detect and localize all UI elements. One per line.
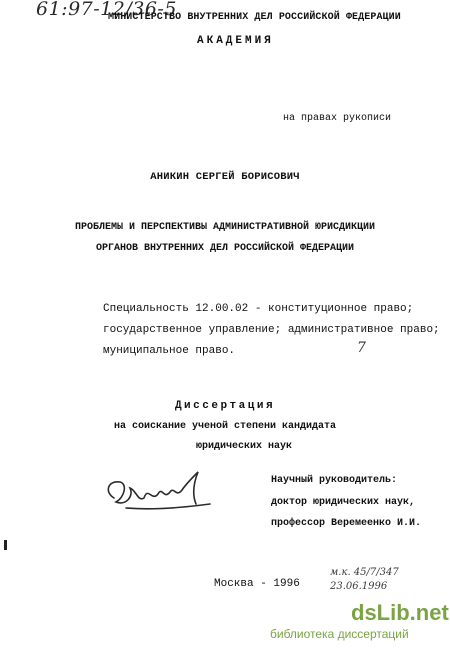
city-and-year: Москва - 1996 bbox=[214, 578, 300, 590]
ministry-header: МИНИСТЕРСТВО ВНУТРЕННИХ ДЕЛ РОССИЙСКОЙ ФЕДЕРАЦИИ bbox=[108, 12, 401, 23]
manuscript-note: на правах рукописи bbox=[283, 113, 392, 124]
handwritten-signature bbox=[100, 468, 220, 518]
margin-mark bbox=[4, 540, 7, 550]
thesis-title-line-2: ОРГАНОВ ВНУТРЕННИХ ДЕЛ РОССИЙСКОЙ ФЕДЕРАЦИИ bbox=[95, 243, 355, 254]
library-stamp-line-2: 23.06.1996 bbox=[330, 581, 388, 592]
dissertation-heading: Диссертация bbox=[174, 400, 276, 412]
library-stamp-line-1: м.к. 45/7/347 bbox=[330, 567, 399, 578]
watermark-logo: dsLib.net bbox=[351, 600, 449, 625]
handwritten-archive-code: 61:97-12/36-5 bbox=[36, 0, 177, 20]
handwritten-mark: 7 bbox=[357, 340, 366, 356]
speciality-line-3: муниципальное право. bbox=[103, 345, 236, 357]
speciality-line-2: государственное управление; административное право; bbox=[103, 324, 440, 336]
watermark-subtitle: библиотека диссертаций bbox=[270, 627, 409, 641]
supervisor-name: профессор Веремеенко И.И. bbox=[271, 518, 422, 529]
supervisor-label: Научный руководитель: bbox=[271, 475, 398, 486]
author-name: АНИКИН СЕРГЕЙ БОРИСОВИЧ bbox=[150, 171, 300, 183]
speciality-line-1: Специальность 12.00.02 - конституционное право; bbox=[103, 303, 414, 315]
degree-line-2: юридических наук bbox=[196, 441, 293, 452]
thesis-title-line-1: ПРОБЛЕМЫ И ПЕРСПЕКТИВЫ АДМИНИСТРАТИВНОЙ ЮРИСДИКЦИИ bbox=[74, 222, 376, 233]
academy-header: АКАДЕМИЯ bbox=[197, 35, 274, 47]
degree-line-1: на соискание ученой степени кандидата bbox=[113, 421, 337, 432]
supervisor-degree: доктор юридических наук, bbox=[271, 497, 416, 508]
